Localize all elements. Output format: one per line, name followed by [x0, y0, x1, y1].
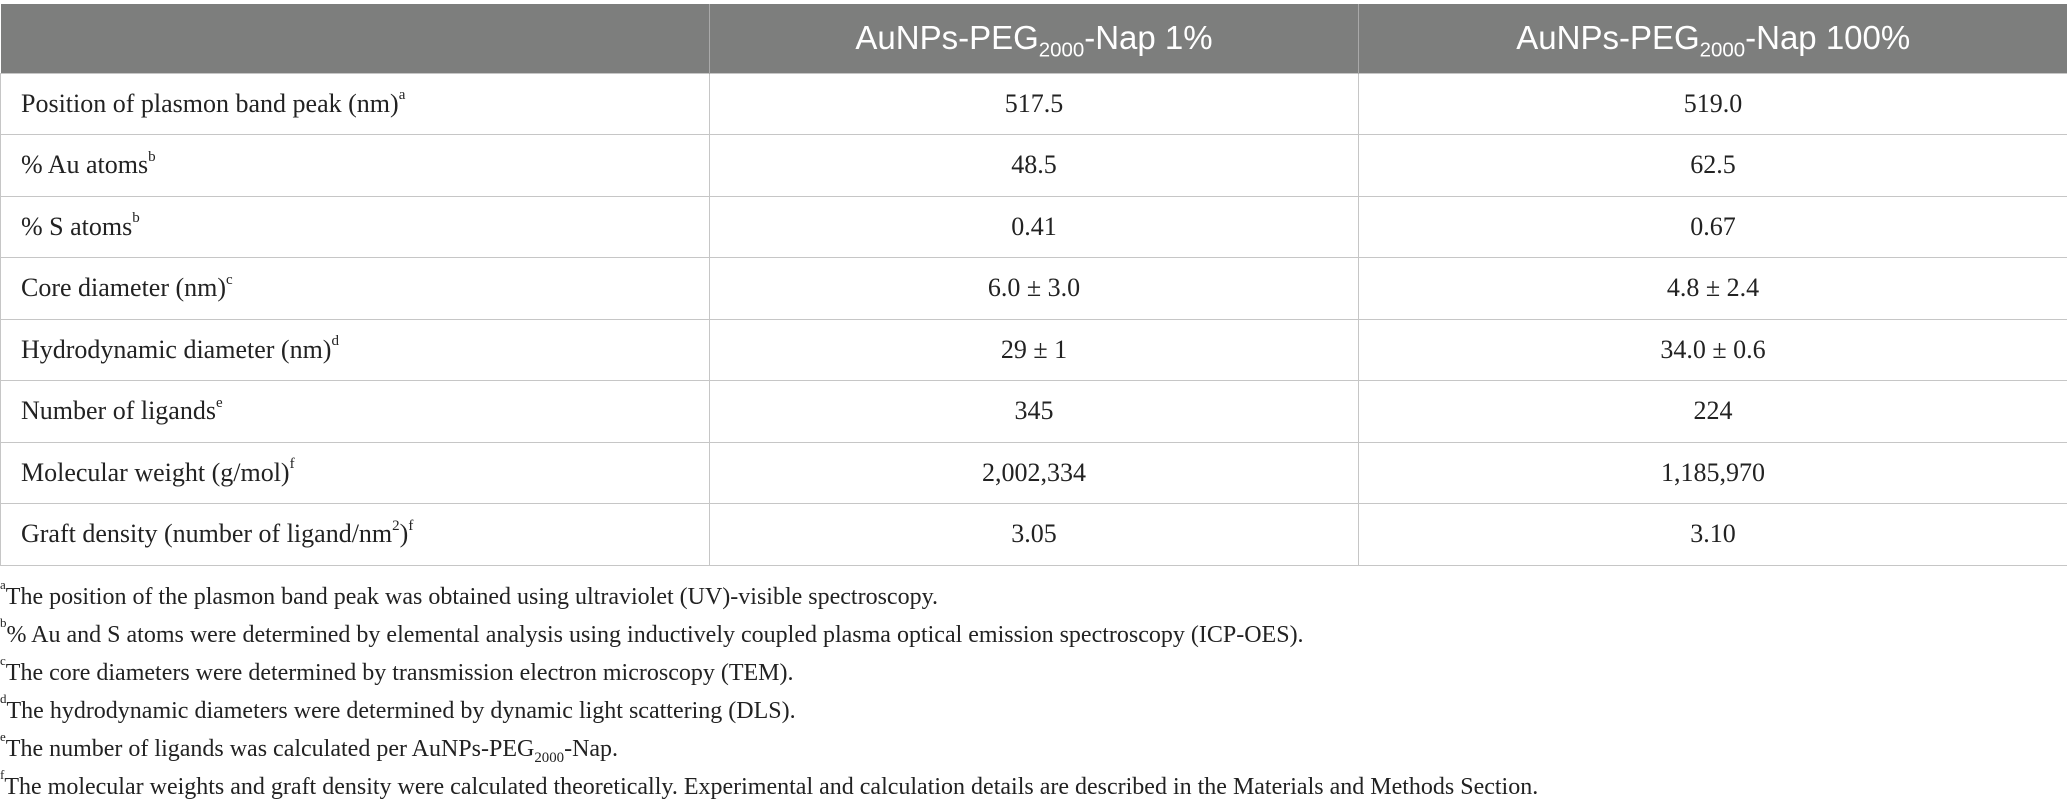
- row-label: % Au atoms$^b$: [1, 135, 710, 197]
- row-label: Graft density (number of ligand/$nm^2)^f$: [1, 504, 710, 566]
- footnote: $^b$% Au and S atoms were determined by elemental analysis using inductively coupled plasma optical emission spectroscopy (ICP-OES).: [0, 616, 2067, 654]
- header-row: [1, 4, 2067, 73]
- value-cell-100-percent: 62.5: [1359, 135, 2067, 197]
- row-label: Position of plasmon band peak (nm)$^a$: [1, 73, 710, 135]
- header-cell-empty: [1, 4, 710, 73]
- footnote: $^c$The core diameters were determined by transmission electron microscopy (TEM).: [0, 654, 2067, 692]
- value-cell-100-percent: 1,185,970: [1359, 442, 2067, 504]
- row-label: % S atoms$^b$: [1, 196, 710, 258]
- footnote: $^a$The position of the plasmon band peak was obtained using ultraviolet (UV)-visible spectroscopy.: [0, 578, 2067, 616]
- table-footnotes: [0, 578, 2067, 806]
- row-label: Core diameter (nm)$^c$: [1, 258, 710, 320]
- table-header: [1, 4, 2067, 73]
- header-cell-1-percent: AuNPs-$PEG_{2000}$-Nap 1%: [710, 4, 1359, 73]
- value-cell-1-percent: 29 ± 1: [710, 319, 1359, 381]
- value-cell-1-percent: 0.41: [710, 196, 1359, 258]
- value-cell-100-percent: 3.10: [1359, 504, 2067, 566]
- value-cell-1-percent: 2,002,334: [710, 442, 1359, 504]
- row-label: Molecular weight $(g/mol)^f$: [1, 442, 710, 504]
- table-row: [1, 258, 2067, 320]
- value-cell-1-percent: 517.5: [710, 73, 1359, 135]
- value-cell-100-percent: 224: [1359, 381, 2067, 443]
- table-row: [1, 381, 2067, 443]
- table-row: [1, 319, 2067, 381]
- value-cell-1-percent: 48.5: [710, 135, 1359, 197]
- value-cell-100-percent: 4.8 ± 2.4: [1359, 258, 2067, 320]
- header-cell-100-percent: AuNPs-$PEG_{2000}$-Nap 100%: [1359, 4, 2067, 73]
- table-row: [1, 504, 2067, 566]
- table-row: [1, 73, 2067, 135]
- value-cell-1-percent: 3.05: [710, 504, 1359, 566]
- value-cell-100-percent: 519.0: [1359, 73, 2067, 135]
- table-body: [1, 73, 2067, 565]
- value-cell-1-percent: 345: [710, 381, 1359, 443]
- footnote: $^d$The hydrodynamic diameters were determined by dynamic light scattering (DLS).: [0, 692, 2067, 730]
- footnote: $^f$The molecular weights and graft density were calculated theoretically. Experimental and calculation details are described in the Materials and Methods Section.: [0, 768, 2067, 806]
- footnote: $^e$The number of ligands was calculated per AuNPs-$PEG_{2000}$-Nap.: [0, 730, 2067, 768]
- data-table-container: [0, 4, 2067, 566]
- row-label: Number of ligands$^e$: [1, 381, 710, 443]
- properties-table: [0, 4, 2067, 566]
- value-cell-1-percent: 6.0 ± 3.0: [710, 258, 1359, 320]
- value-cell-100-percent: 34.0 ± 0.6: [1359, 319, 2067, 381]
- table-row: [1, 196, 2067, 258]
- row-label: Hydrodynamic diameter (nm)$^d$: [1, 319, 710, 381]
- value-cell-100-percent: 0.67: [1359, 196, 2067, 258]
- table-row: [1, 442, 2067, 504]
- table-row: [1, 135, 2067, 197]
